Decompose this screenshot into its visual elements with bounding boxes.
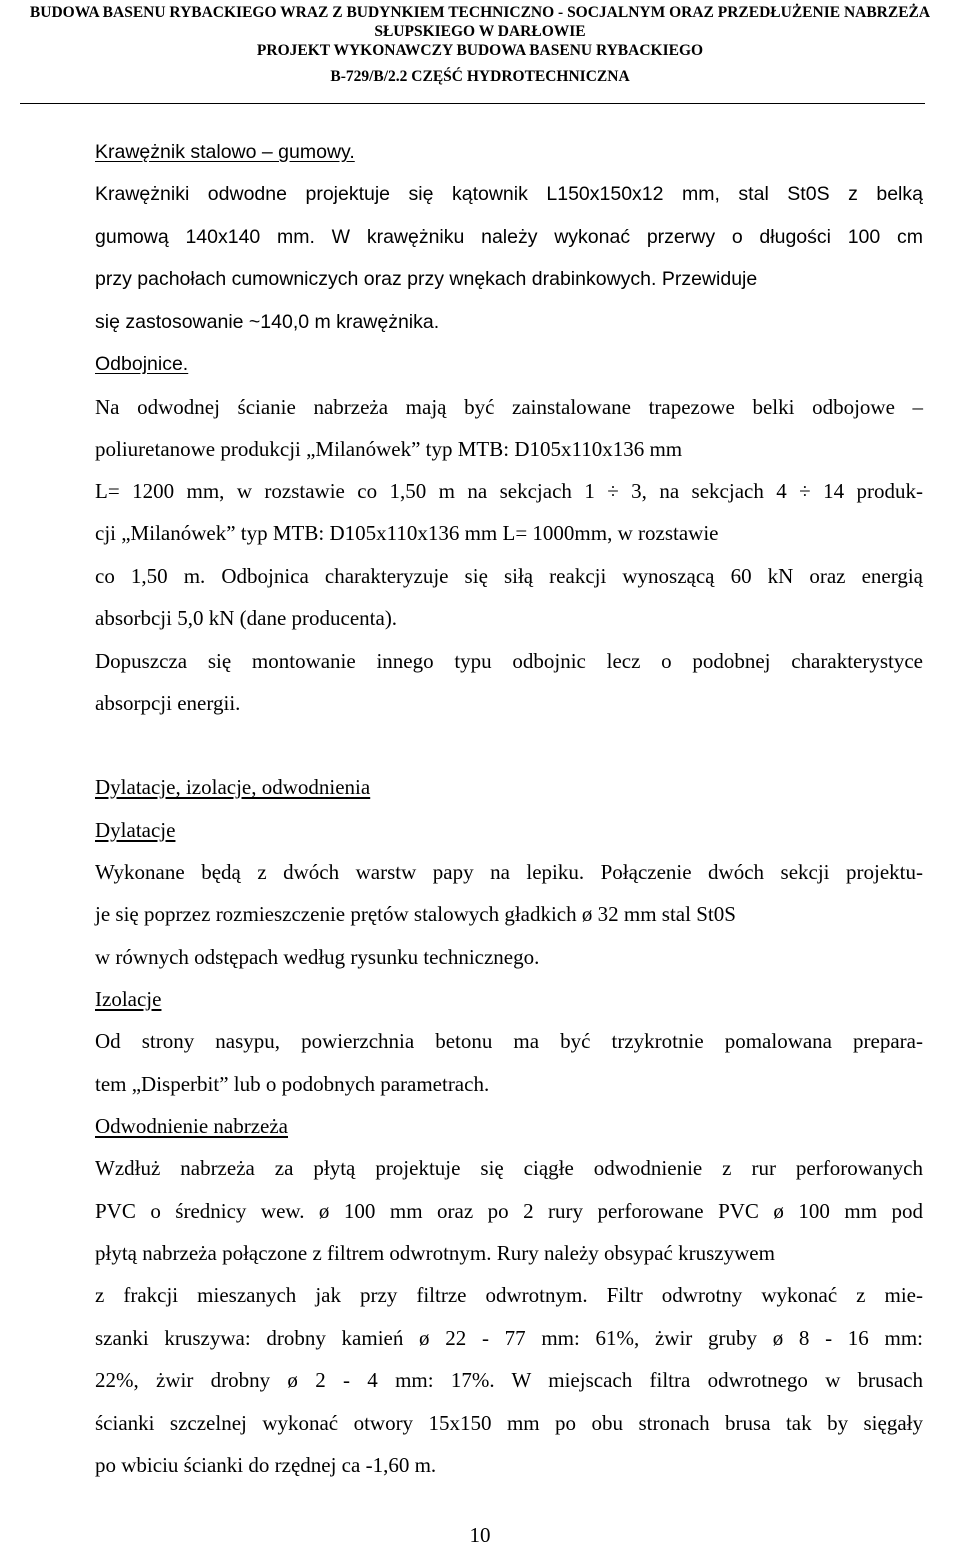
odwodnienie-line: po wbiciu ścianki do rzędnej ca -1,60 m. (95, 1453, 437, 1477)
odwodnienie-line: 22%, żwir drobny ø 2 - 4 mm: 17%. W miejscach filtra odwrotnego w brusach (95, 1368, 923, 1392)
izolacje-heading: Izolacje (95, 987, 162, 1011)
odbojnice-line: Dopuszcza się montowanie innego typu odbojnic lecz o podobnej charakterystyce (95, 649, 923, 673)
dylatacje-section-heading: Dylatacje, izolacje, odwodnienia (95, 775, 371, 799)
kraweznik-heading: Krawężnik stalowo – gumowy. (95, 141, 355, 163)
kraweznik-line: gumową 140x140 mm. W krawężniku należy wykonać przerwy o długości 100 cm (95, 226, 923, 248)
header-line-2: SŁUPSKIEGO W DARŁOWIE (374, 23, 586, 40)
odbojnice-line: Na odwodnej ścianie nabrzeża mają być zainstalowane trapezowe belki odbojowe – (95, 395, 923, 419)
dylatacje-line: w równych odstępach według rysunku technicznego. (95, 945, 540, 969)
odwodnienie-line: Wzdłuż nabrzeża za płytą projektuje się ciągłe odwodnienie z rur perforowanych (95, 1156, 923, 1180)
odwodnienie-line: szanki kruszywa: drobny kamień ø 22 - 77 mm: 61%, żwir gruby ø 8 - 16 mm: (95, 1326, 923, 1350)
odbojnice-line: co 1,50 m. Odbojnica charakteryzuje się siłą reakcji wynoszącą 60 kN oraz energią (95, 564, 923, 588)
odwodnienie-heading: Odwodnienie nabrzeża (95, 1114, 288, 1138)
odbojnice-line: poliuretanowe produkcji „Milanówek” typ MTB: D105x110x136 mm (95, 437, 683, 461)
header-line-4: B-729/B/2.2 CZĘŚĆ HYDROTECHNICZNA (330, 68, 630, 85)
header-line-1: BUDOWA BASENU RYBACKIEGO WRAZ Z BUDYNKIEM TECHNICZNO - SOCJALNYM ORAZ PRZEDŁUŻENIE NABRZEŻA (29, 4, 931, 21)
kraweznik-line: przy pachołach cumowniczych oraz przy wnękach drabinkowych. Przewiduje (95, 268, 758, 290)
page-number: 10 (469, 1523, 491, 1547)
odbojnice-line: absorbcji 5,0 kN (dane producenta). (95, 606, 398, 630)
kraweznik-line: Krawężniki odwodne projektuje się kątownik L150x150x12 mm, stal St0S z belką (95, 183, 923, 205)
odbojnice-line: absorpcji energii. (95, 691, 241, 715)
odbojnice-line: cji „Milanówek” typ MTB: D105x110x136 mm L= 1000mm, w rozstawie (95, 521, 719, 545)
odwodnienie-line: PVC o średnicy wew. ø 100 mm oraz po 2 rury perforowane PVC ø 100 mm pod (95, 1199, 923, 1223)
odwodnienie-line: płytą nabrzeża połączone z filtrem odwrotnym. Rury należy obsypać kruszywem (95, 1241, 775, 1265)
dylatacje-line: Wykonane będą z dwóch warstw papy na lepiku. Połączenie dwóch sekcji projektu- (95, 860, 923, 884)
odwodnienie-line: ścianki szczelnej wykonać otwory 15x150 mm po obu stronach brusa tak by sięgały (95, 1411, 923, 1435)
dylatacje-line: je się poprzez rozmieszczenie prętów stalowych gładkich ø 32 mm stal St0S (95, 902, 736, 926)
kraweznik-line: się zastosowanie ~140,0 m krawężnika. (95, 311, 440, 333)
izolacje-line: Od strony nasypu, powierzchnia betonu ma być trzykrotnie pomalowana prepara- (95, 1029, 923, 1053)
dylatacje-heading: Dylatacje (95, 818, 176, 842)
odbojnice-heading: Odbojnice. (95, 353, 189, 375)
header-rule (20, 103, 925, 104)
odwodnienie-line: z frakcji mieszanych jak przy filtrze odwrotnym. Filtr odwrotny wykonać z mie- (95, 1283, 923, 1307)
izolacje-line: tem „Disperbit” lub o podobnych parametrach. (95, 1072, 490, 1096)
header-line-3: PROJEKT WYKONAWCZY BUDOWA BASENU RYBACKIEGO (256, 42, 704, 59)
odbojnice-line: L= 1200 mm, w rozstawie co 1,50 m na sekcjach 1 ÷ 3, na sekcjach 4 ÷ 14 produk- (95, 479, 923, 503)
